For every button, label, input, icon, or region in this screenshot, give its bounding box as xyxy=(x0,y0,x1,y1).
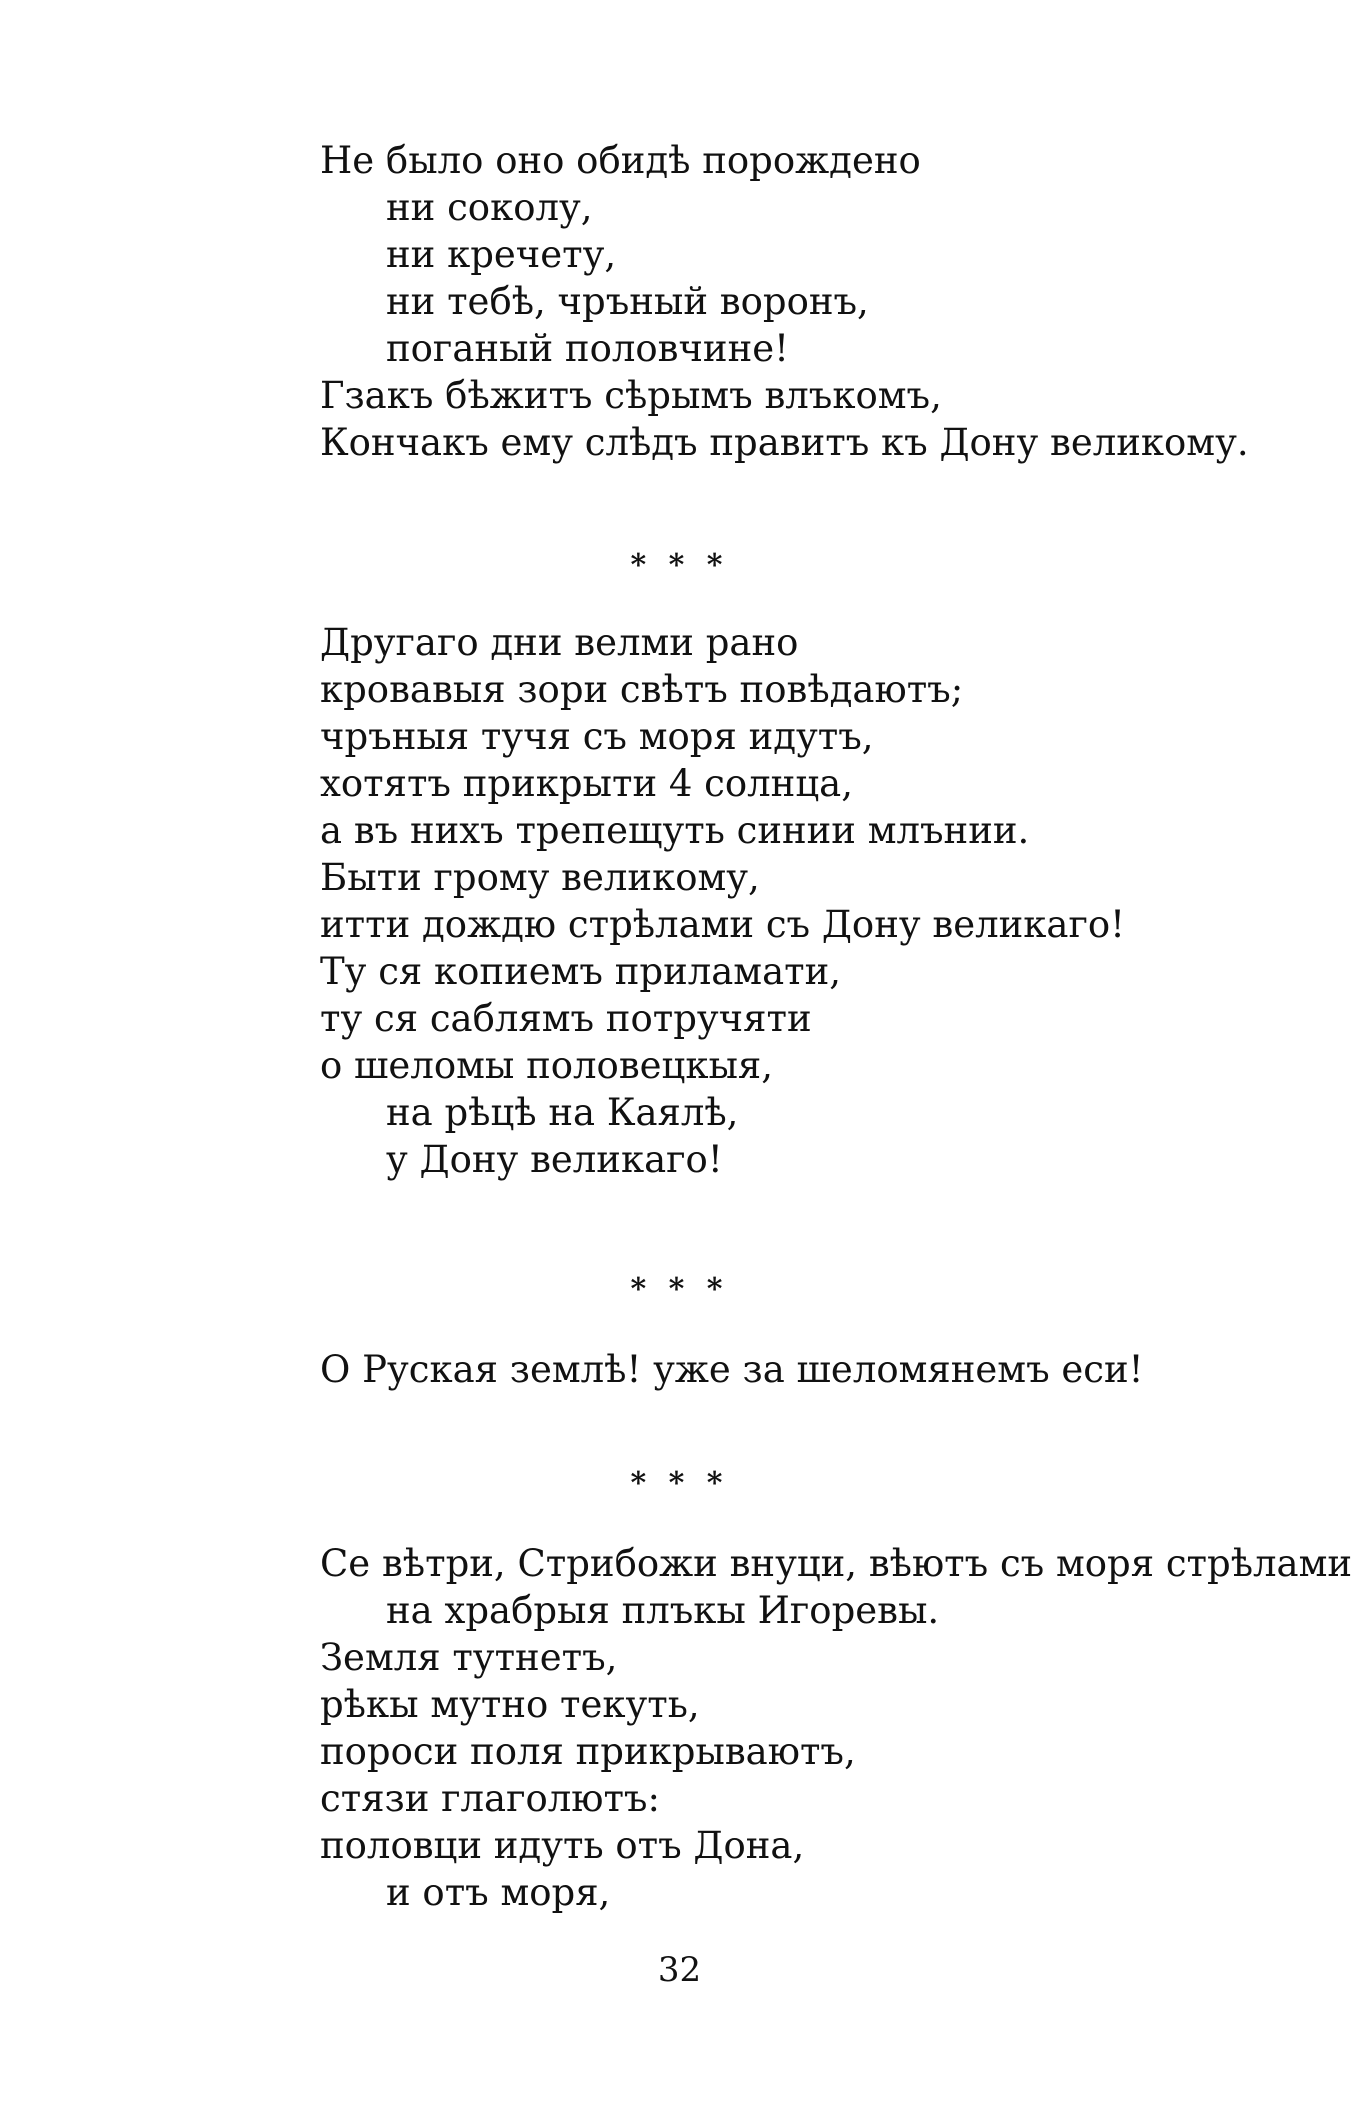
section-separator: * * * xyxy=(630,1272,729,1307)
verse-line: ту ся саблямъ потручяти xyxy=(320,997,812,1040)
verse-line: ни кречету, xyxy=(386,233,617,276)
verse-line: Кончакъ ему слѣдъ правитъ къ Дону великому. xyxy=(320,421,1249,464)
verse-line: пороси поля прикрываютъ, xyxy=(320,1730,856,1773)
stanza-2 xyxy=(320,619,1320,1183)
verse-line: на рѣцѣ на Каялѣ, xyxy=(386,1091,739,1134)
stanza-3 xyxy=(320,1346,1320,1393)
verse-line: Земля тутнетъ, xyxy=(320,1636,618,1679)
verse-line: ни соколу, xyxy=(386,186,593,229)
verse-line: кровавыя зори свѣтъ повѣдаютъ; xyxy=(320,668,964,711)
verse-line: чръныя тучя съ моря идутъ, xyxy=(320,715,874,758)
verse-line: стязи глаголютъ: xyxy=(320,1777,660,1820)
page-number: 32 xyxy=(657,1950,702,1990)
verse-line: О Руская землѣ! уже за шеломянемъ еси! xyxy=(320,1348,1144,1391)
verse-line: Другаго дни велми рано xyxy=(320,621,799,664)
verse-line: у Дону великаго! xyxy=(386,1138,723,1181)
verse-line: и отъ моря, xyxy=(386,1871,611,1914)
verse-line: Гзакъ бѣжитъ сѣрымъ влъкомъ, xyxy=(320,374,942,417)
verse-line: поганый половчине! xyxy=(386,327,790,370)
verse-line: а въ нихъ трепещуть синии млънии. xyxy=(320,809,1030,852)
verse-line: половци идуть отъ Дона, xyxy=(320,1824,805,1867)
verse-line: итти дождю стрѣлами съ Дону великаго! xyxy=(320,903,1126,946)
section-separator: * * * xyxy=(630,1466,729,1501)
verse-line: о шеломы половецкыя, xyxy=(320,1044,774,1087)
verse-line: Не было оно обидѣ порождено xyxy=(320,139,921,182)
verse-line: рѣкы мутно текуть, xyxy=(320,1683,700,1726)
verse-line: на храбрыя плъкы Игоревы. xyxy=(386,1589,940,1632)
verse-line: ни тебѣ, чръный воронъ, xyxy=(386,280,869,323)
section-separator: * * * xyxy=(630,548,729,583)
verse-line: Се вѣтри, Стрибожи внуци, вѣютъ съ моря стрѣлами xyxy=(320,1542,1353,1585)
verse-line: Быти грому великому, xyxy=(320,856,760,899)
stanza-1 xyxy=(320,137,1320,466)
verse-line: Ту ся копиемъ приламати, xyxy=(320,950,842,993)
verse-line: хотятъ прикрыти 4 солнца, xyxy=(320,762,853,805)
stanza-4 xyxy=(320,1540,1353,1916)
